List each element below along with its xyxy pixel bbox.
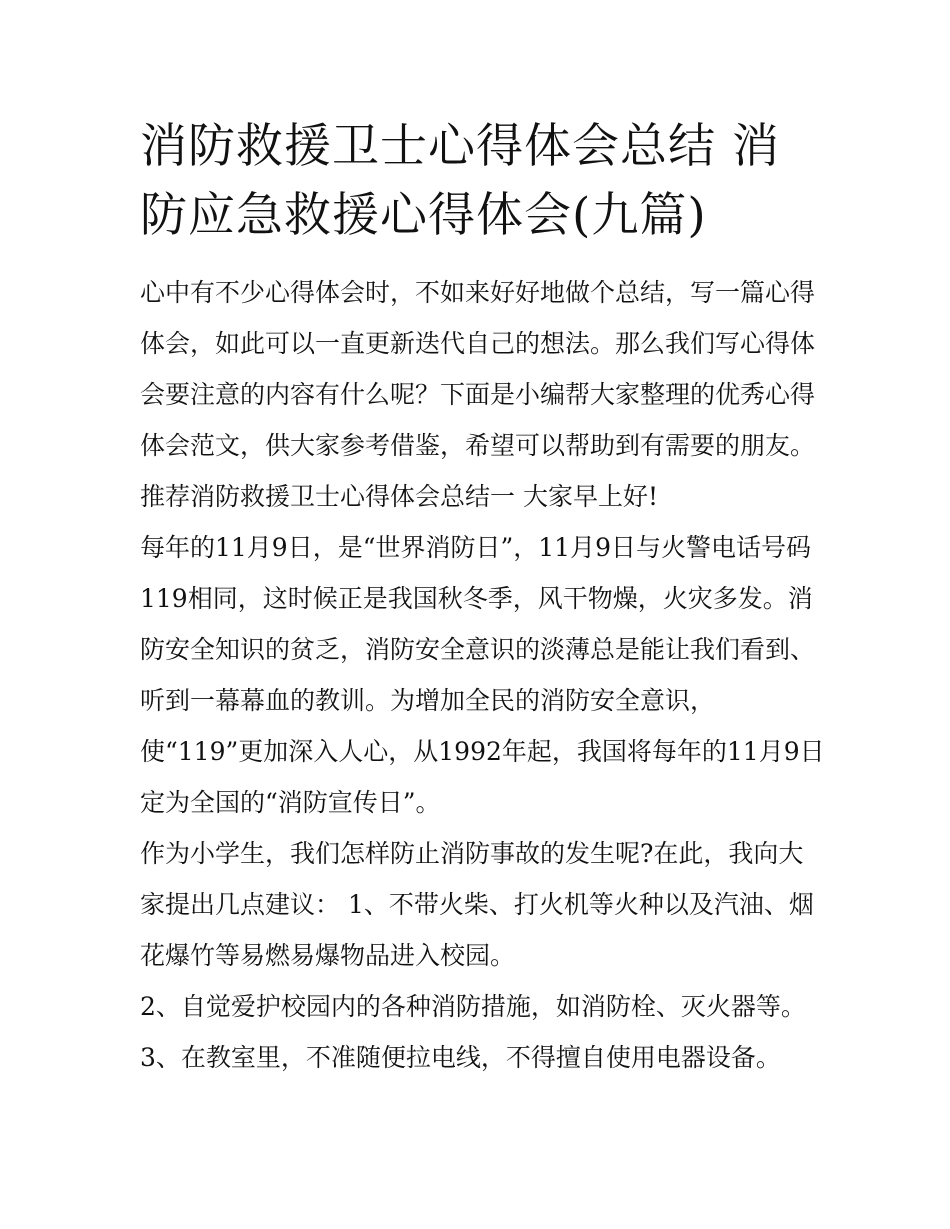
title-line: 消防救援卫士心得体会总结 消 <box>140 119 780 174</box>
title-line: 防应急救援心得体会(九篇) <box>140 188 707 243</box>
body-line: 定为全国的“消防宣传日”。 <box>140 788 441 817</box>
body-line: 家提出几点建议： 1、不带火柴、打火机等火种以及汽油、烟 <box>140 890 814 919</box>
body-line: 体会，如此可以一直更新迭代自己的想法。那么我们写心得体 <box>140 329 816 358</box>
body-line: 3、在教室里，不准随便拉电线，不得擅自使用电器设备。 <box>140 1043 781 1072</box>
body-line: 119相同，这时候正是我国秋冬季，风干物燥，火灾多发。消 <box>140 584 813 613</box>
body-line: 2、自觉爱护校园内的各种消防措施，如消防栓、灭火器等。 <box>140 992 806 1021</box>
body-line: 作为小学生，我们怎样防止消防事故的发生呢?在此，我向大 <box>140 839 804 868</box>
document-body <box>140 267 825 1083</box>
body-line: 会要注意的内容有什么呢？下面是小编帮大家整理的优秀心得 <box>140 380 816 409</box>
body-line: 使“119”更加深入人心，从1992年起，我国将每年的11月9日 <box>140 737 825 766</box>
body-line: 防安全知识的贫乏，消防安全意识的淡薄总是能让我们看到、 <box>140 635 816 664</box>
body-line: 心中有不少心得体会时，不如来好好地做个总结，写一篇心得 <box>140 278 816 307</box>
document-title <box>140 112 820 250</box>
body-line: 听到一幕幕血的教训。为增加全民的消防安全意识， <box>140 686 716 715</box>
body-line: 推荐消防救援卫士心得体会总结一 大家早上好! <box>140 482 658 511</box>
body-line: 每年的11月9日，是“世界消防日”，11月9日与火警电话号码 <box>140 533 811 562</box>
body-line: 花爆竹等易燃易爆物品进入校园。 <box>140 941 516 970</box>
body-line: 体会范文，供大家参考借鉴，希望可以帮助到有需要的朋友。 <box>140 431 816 460</box>
document-content <box>140 112 825 1083</box>
